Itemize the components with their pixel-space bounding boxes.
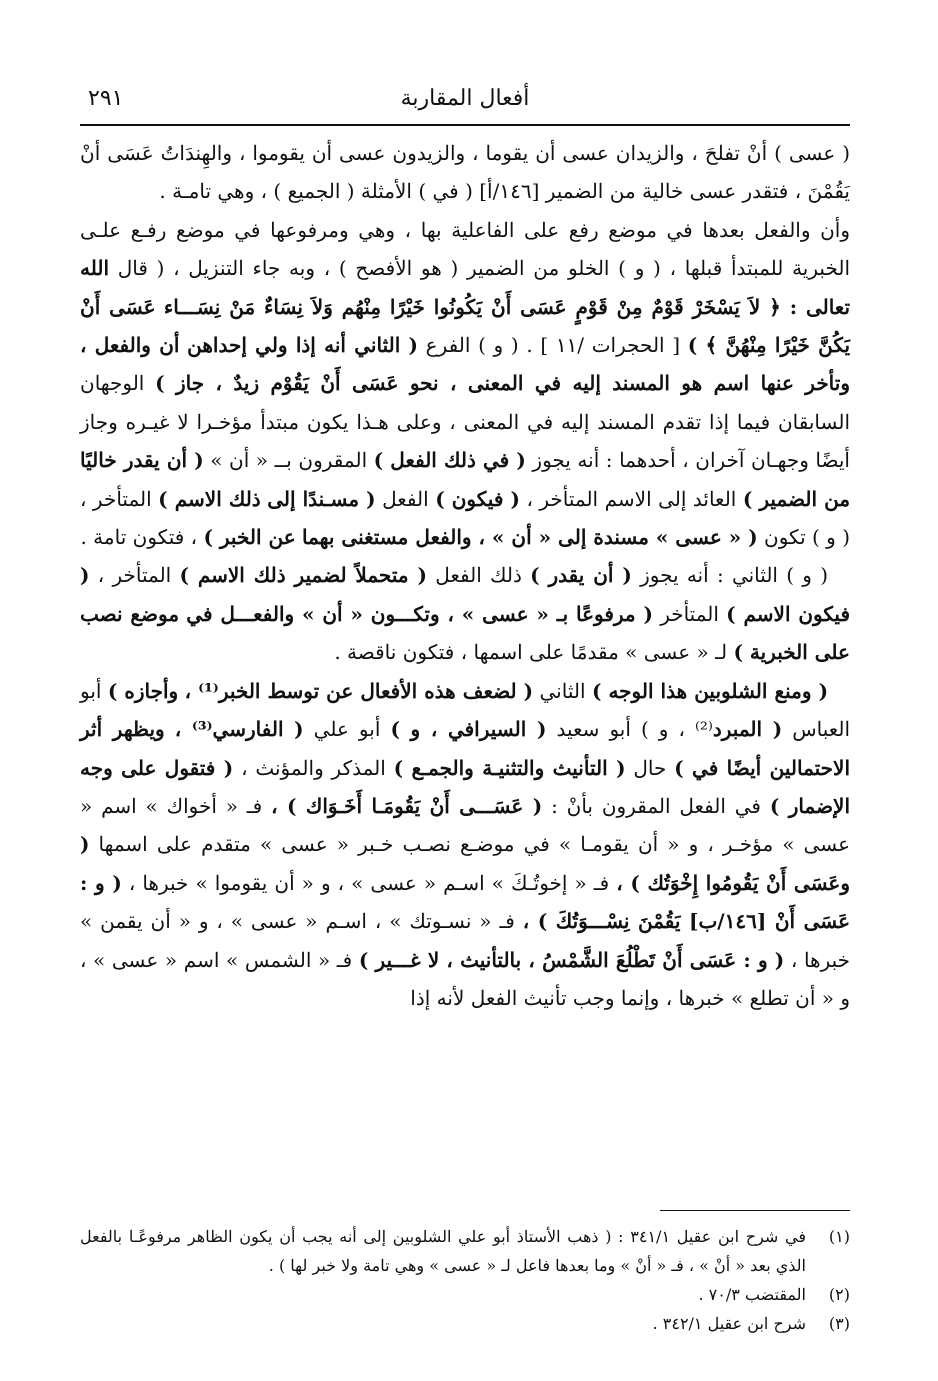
text-line: ، فتكون تامة .: [80, 525, 198, 550]
text-bold: ( و : عَسَى أَنْ تَطْلُعَ الشَّمْسُ ، بالتأنيث ، لا غـــير ): [358, 947, 785, 972]
text-line: أبو العباس: [80, 678, 851, 742]
quran-verse-end: عَسَى أَنْ يَكُنَّ خَيْرًا مِنْهُنَّ ﴾ ): [80, 294, 851, 358]
text-line: الوجهان السابقان فيما إذا تقدم المسند إليه في المعنى ، وعلى هـذا يكون مبتدأ مؤخـرا لا: [80, 371, 851, 434]
text-line: فـ « إخوتُـكَ » اسـم « عسى » ، و « أن: [274, 870, 610, 895]
text-line: المذكر والمؤنث ،: [241, 755, 386, 780]
text-bold: ( فيكون ): [435, 486, 520, 511]
paragraph-1: [80, 134, 850, 211]
text-line: أنْ يَقُمْنَ ، فتقدر عسى خالية من الضمير [١٤٦/أ] ( في ) الأمثلة ( الجميع ) ، وهي تامـة .: [80, 141, 850, 204]
text-bold: ذلك الاسم ): [158, 486, 261, 511]
text-line: المقرون بــ « أن »: [210, 448, 368, 473]
footnotes: [80, 1222, 850, 1338]
text-line: وأن والفعل بعدها في موضع رفع على الفاعلية بها ، وهي ومرفوعها في موضع رفـع علـى: [80, 217, 850, 242]
footnote-number: (١): [828, 1227, 850, 1246]
text-bold: ( الثاني أنه إذا ولي إحداهن: [187, 333, 418, 358]
text-bold: ( فتقول على وجه الإضمار ): [80, 755, 851, 818]
text-bold: ( لضعف هذه الأفعال عن توسط الخبر: [218, 678, 534, 703]
text-line: « عسى » ، و « أن يقمن » خبرها ،: [80, 909, 851, 972]
text-line: العائد إلى الاسم المتأخر ،: [526, 486, 737, 511]
footnote-separator: [660, 1210, 850, 1211]
text-bold: ويظهر أثر الاحتمالين أيضًا في ): [80, 717, 851, 780]
footnote-number: (٢): [828, 1285, 850, 1304]
quran-verse: الله تعالى : ﴿ لاَ يَسْخَرْ قَوْمٌ مِنْ قَوْمٍ عَسَى أَنْ يَكُونُوا خَيْرًا مِنْهُم وَلاَ نِسَاءٌ مَنْ نِسَـــاء: [80, 256, 851, 319]
footnote-line: في شرح ابن عقيل ٣٤١/١ : ( ذهب الأستاذ أبو علي الشلوبين إلى أنه يجب أن يكون الظاهر مرفوعًـا: [128, 1227, 806, 1246]
text-line: المتأخر: [660, 601, 719, 626]
text-bold: موضع نصب على الخبرية ): [80, 601, 850, 665]
text-line: المتأخر ،: [97, 563, 172, 588]
footnote-text: شرح ابن عقيل ٣٤٢/١ .: [652, 1314, 806, 1333]
text-bold: ( « عسى » مسندة إلى « أن » ، والفعل مستغنى بهما: [302, 525, 758, 550]
text-bold: ( السيرافي ، و ): [390, 717, 547, 742]
text-bold: ( أن يقدر ): [530, 563, 632, 588]
paragraph-3: [80, 556, 850, 671]
text-bold: ( عَسَـــى أَنْ يَقُومَـا أَخَـوَاك ) ،: [271, 793, 543, 818]
footnote-line: بالفعل الذي بعد « أنْ » ، فـ « أنْ » وما بعدها فاعل لـ « عسى » وهي تامة ولا خبر لها ) .: [80, 1227, 806, 1275]
text-bold: ( متحملاً لضمير ذلك الاسم ): [179, 563, 427, 588]
footnote-1: [80, 1222, 850, 1280]
footnote-2: [80, 1280, 850, 1309]
text-bold: ( وعَسَى أَنْ يَقُومُوا إِخْوَتُك ) ،: [80, 832, 851, 895]
footnote-ref-1: ⁽¹⁾ ،: [184, 678, 219, 703]
chapter-title: أفعال المقاربة: [400, 86, 530, 111]
text-bold: ( في ذلك الفعل ): [373, 448, 526, 473]
footnote-ref-3: ⁽³⁾ ،: [174, 717, 213, 742]
text-bold: ( مرفوعًا بـ « عسى » ، وتكـــون « أن » والفعـــل في: [186, 601, 653, 626]
text-bold: ( و : عَسَى أَنْ [١٤٦/ب] يَقُمْنَ نِسْـــوَتُكَ ) ،: [80, 870, 851, 934]
text-line: فـ « الشمس » اسم « عسى » ، و « أن تطلع » خبرها ، وإنما وجب تأنيث الفعل لأنه إذا: [80, 947, 850, 1010]
text-line: ذلك الفعل: [435, 563, 522, 588]
text-line: المتأخر ، ( و ) تكون: [80, 486, 850, 550]
text-line: الثاني: [539, 678, 586, 703]
text-line: أبو علي: [313, 717, 381, 742]
text-line: في الفعل المقرون بأنْ :: [551, 793, 761, 818]
text-line: حال: [633, 755, 667, 780]
text-line: الفعل: [382, 486, 429, 511]
footnote-number: (٣): [828, 1314, 850, 1333]
footnote-3: [80, 1309, 850, 1338]
main-text: [80, 134, 850, 1017]
text-bold: ( المبرد: [712, 717, 783, 742]
paragraph-2: [80, 211, 850, 557]
text-bold: ( التأنيث والتثنيـة والجمـع ): [393, 755, 626, 780]
text-line: ( و ) الثاني : أنه يجوز: [640, 563, 829, 588]
text-line: فـ « أخواك » اسم « عسى » مؤخـر ، و « أن يقومـا » في موضـع نصـب خـبر « عسى »: [80, 793, 850, 857]
text-bold: ( مسـندًا إلى: [267, 486, 376, 511]
footnote-text: المقتضب ٧٠/٣ .: [698, 1285, 806, 1304]
text-bold: ( الفارسي: [212, 717, 304, 742]
text-bold: ( فيكون الاسم ): [80, 563, 851, 626]
text-line: لـ « عسى » مقدمًا على اسمها ، فتكون ناقصة .: [334, 640, 728, 665]
text-line: ( عسى ) أنْ تفلحَ ، والزيدان عسى أن يقوما ، والزيدون عسى أن يقوموا ، والهِندَاتُ عَسَى: [107, 141, 850, 165]
paragraph-4: [80, 672, 850, 1018]
text-bold: أن والفعل ، وتأخر عنها اسم هو المسند إليه في المعنى ، نحو عَسَى أَنْ يَقُوْم زيدٌ ، جاز ): [80, 333, 850, 396]
footnote-ref-2: ⁽²⁾ ، و ) أبو سعيد: [556, 717, 713, 742]
text-line: غيـره وجاز أيضًا وجهـان آخران ، أحدهما : أنه يجوز: [80, 409, 850, 473]
text-line: الخبرية للمبتدأ قبلها ، ( و ) الخلو من الضمير ( هو الأفصح ) ، وبه جاء التنزيل ، ( قال: [117, 256, 851, 281]
text-bold: عن الخبر ): [203, 525, 296, 550]
verse-reference: [ الحجرات /١١ ] . ( و ) الفرع: [425, 333, 681, 358]
page-number: ٢٩١: [88, 86, 124, 111]
text-line: متقدم على اسمها: [98, 832, 251, 857]
text-bold: ( ومنع الشلوبين هذا الوجه ): [591, 678, 829, 703]
page-header: [80, 80, 850, 126]
text-line: فـ « نسـوتك » ، اسـم: [325, 909, 515, 934]
text-bold: وأجازه ): [107, 678, 179, 703]
text-line: يقوموا » خبرها ،: [128, 870, 268, 895]
text-bold: ( أن يقدر خاليًا من الضمير ): [80, 448, 851, 511]
footnote-text: [80, 1222, 806, 1280]
